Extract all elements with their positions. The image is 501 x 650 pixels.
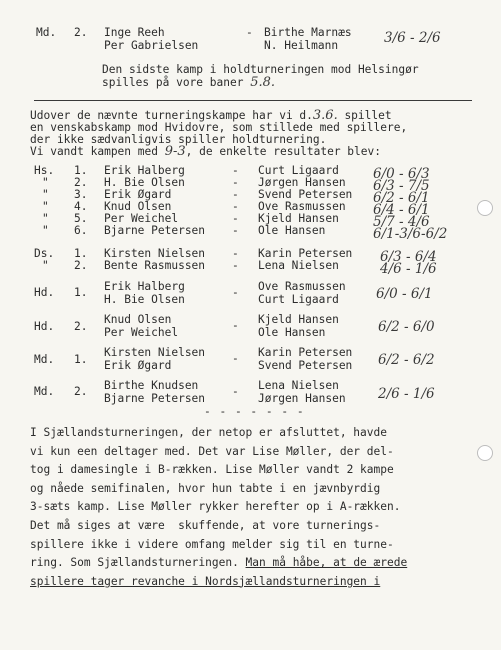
- top-score: 3/6 - 2/6: [384, 30, 441, 46]
- intro-line-3: der ikke sædvanligvis spiller holdturnering.: [30, 133, 327, 146]
- paragraph-line: spillere ikke i videre omfang melder sig til en turne-: [30, 537, 394, 551]
- document-page: Md. 2. Inge Reeh Per Gabrielsen - Birthe Marnæs N. Heilmann 3/6 - 2/6 Den sidste kamp i holdturneringen mod Helsingør spilles på vore baner 5.8. Udover de nævnte turneringskampe har vi d.3.6. spillet en venskabskamp mod Hvidovre, som stillede med spillere, der ikke sædvanligvis spiller holdturnering. Vi vandt kampen med 9-3, de enkelte resultater blev: Hs. 1. Erik Halberg - Curt Ligaard 6/0 - 6/3 " 2. H. Bie Olsen - Jørgen Hansen 6/3 - 7/5 " 3. Erik Øgard - Svend Petersen 6/2 - 6/1 " 4. Knud Olsen - Ove Rasmussen 6/4 - 6/1 " 5. Per Weichel - Kjeld Hansen 5/7 - 4/6 " 6. Bjarne Petersen - Ole Hansen 6/1-3/6-6/2 Ds. 1. Kirsten Nielsen - Karin Petersen 6/3 - 6/4 " 2. Bente Rasmussen - Lena Nielsen 4/6 - 1/6 Hd. 1. Erik Halberg H. Bie Olsen - Ove Rasmussen Curt Ligaard 6/0 - 6/1 Hd. 2. Knud Olsen Per Weichel - Kjeld Hansen Ole Hansen 6/2 - 6/0 Md. 1. Kirsten Nielsen Erik Øgard - Karin Petersen Svend Petersen 6/2 - 6/2 Md. 2. Birthe Knudsen Bjarne Petersen - Lena Nielsen Jørgen Hansen 2/6 - 1/6 - - - - - - - I Sjællandsturneringen, der netop er afsluttet, havde vi kun een deltager med. Det var Lise Møller, der del- tog i damesingle i B-rækken. Lise Møller vandt 2 kampe og nåede semifinalen, hvor hun tabte i en jævnbyrdig 3-sæts kamp. Lise Møller rykker herefter op i A-rækken. Det må siges at være skuffende, at vore turnerings- spillere ikke i videre omfang melder sig til en turne- ring. Som Sjællandsturneringen. Man må håbe, at de ærede spillere tager revanche i Nordsjællandsturneringen i: [0, 0, 501, 650]
- top-dash: -: [246, 26, 253, 39]
- announce-line-2: spilles på vore baner 5.8.: [102, 75, 276, 90]
- punch-hole: [477, 445, 493, 461]
- announce-date: 5.8.: [250, 75, 276, 90]
- paragraph-line: spillere tager revanche i Nordsjællandsturneringen i: [30, 574, 381, 588]
- top-cat: Md.: [36, 26, 57, 39]
- paragraph-line: I Sjællandsturneringen, der netop er afsluttet, havde: [30, 426, 387, 439]
- paragraph-line: 3-sæts kamp. Lise Møller rykker herefter op i A-rækken.: [30, 500, 401, 514]
- top-right-player-1: Birthe Marnæs: [264, 26, 352, 39]
- paragraph-line: tog i damesingle i B-rækken. Lise Møller vandt 2 kampe: [30, 463, 394, 477]
- top-left-player-2: Per Gabrielsen: [104, 39, 199, 52]
- paragraph-line: vi kun een deltager med. Det var Lise Møller, der del-: [30, 444, 394, 458]
- punch-hole: [477, 200, 493, 216]
- section-divider: [34, 100, 472, 101]
- intro-line-4: Vi vandt kampen med 9-3, de enkelte resultater blev:: [30, 144, 381, 159]
- intro-line-1: Udover de nævnte turneringskampe har vi d.3.6. spillet: [30, 108, 392, 123]
- top-left-player-1: Inge Reeh: [104, 26, 165, 39]
- underlined-text: Man må håbe, at de ærede: [245, 556, 408, 570]
- paragraph-line: ring. Som Sjællandsturneringen. Man må håbe, at de ærede: [30, 556, 408, 570]
- sjaelland-paragraph: [30, 424, 495, 591]
- separator-dashes: - - - - - - -: [204, 405, 305, 418]
- intro-line-2: en venskabskamp mod Hvidovre, som stillede med spillere,: [30, 121, 408, 134]
- paragraph-line: Det må siges at være skuffende, at vore turnerings-: [30, 518, 381, 532]
- announce-line-1: Den sidste kamp i holdturneringen mod Helsingør: [102, 63, 419, 76]
- top-num: 2.: [74, 26, 88, 39]
- top-right-player-2: N. Heilmann: [264, 39, 339, 52]
- paragraph-line: og nåede semifinalen, hvor hun tabte i en jævnbyrdig: [30, 481, 381, 495]
